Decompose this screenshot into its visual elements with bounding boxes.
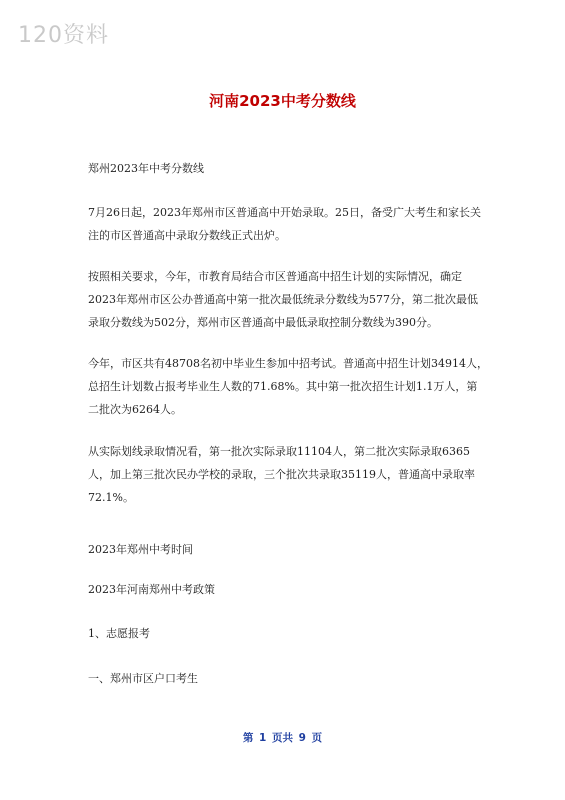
section-heading-exam-policy: 2023年河南郑州中考政策	[88, 583, 215, 596]
watermark-logo: 120资料	[18, 23, 109, 48]
paragraph-enrollment-plan: 今年，市区共有48708名初中毕业生参加中招考试。普通高中招生计划34914人，总招生计划数占报考毕业生人数的71.68%。其中第一批次招生计划1.1万人，第二批次为6264人。	[88, 357, 488, 416]
section-heading-residents: 一、郑州市区户口考生	[88, 672, 198, 685]
paragraph-score-lines: 按照相关要求，今年，市教育局结合市区普通高中招生计划的实际情况，确定2023年郑州市区公办普通高中第一批次最低统录分数线为577分，第二批次最低录取分数线为502分，郑州市区普通高中最低录取控制分数线为390分。	[88, 270, 478, 329]
section-heading-application: 1、志愿报考	[88, 627, 150, 640]
section-heading-exam-time: 2023年郑州中考时间	[88, 543, 193, 556]
paragraph-actual-admission: 从实际划线录取情况看，第一批次实际录取11104人，第二批次实际录取6365人，加上第三批次民办学校的录取，三个批次共录取35119人，普通高中录取率72.1%。	[88, 445, 475, 504]
paragraph-admission-start: 7月26日起，2023年郑州市区普通高中开始录取。25日，备受广大考生和家长关注的市区普通高中录取分数线正式出炉。	[88, 206, 481, 242]
section-heading-zhengzhou-scores: 郑州2023年中考分数线	[88, 162, 204, 175]
page-number-footer: 第 1 页共 9 页	[242, 732, 323, 744]
document-title: 河南2023中考分数线	[209, 92, 356, 110]
